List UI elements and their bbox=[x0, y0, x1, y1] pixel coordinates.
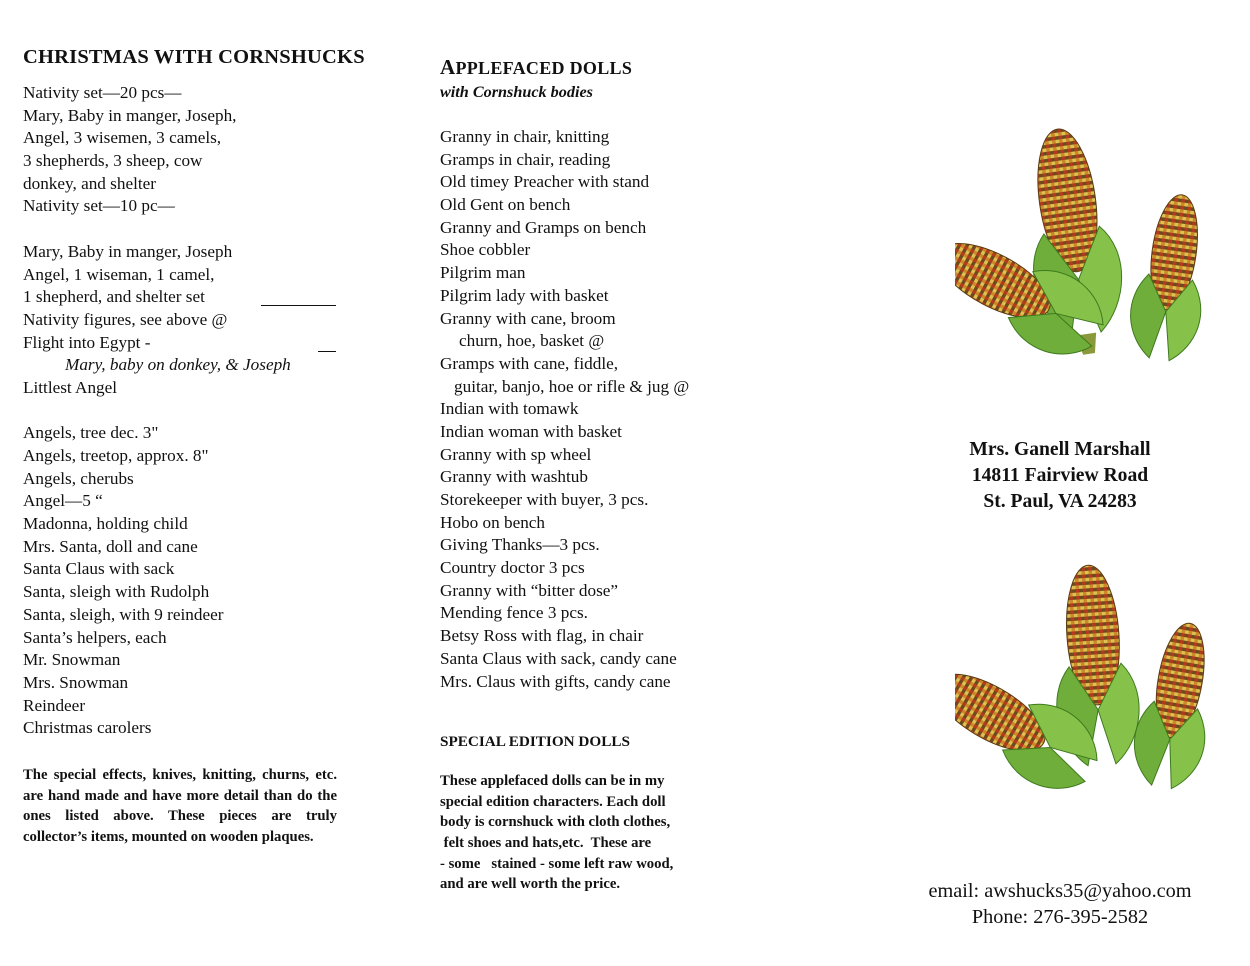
list-item: Mrs. Snowman bbox=[23, 672, 129, 692]
list-item: Reindeer bbox=[23, 695, 86, 715]
list-item: Angel, 1 wiseman, 1 camel, bbox=[23, 264, 215, 284]
price-blank-line bbox=[261, 283, 336, 306]
list-item: Angel—5 “ bbox=[23, 491, 103, 511]
list-item: Angels, tree dec. 3" bbox=[23, 423, 159, 443]
special-edition-title: SPECIAL EDITION DOLLS bbox=[440, 733, 630, 751]
list-item: Santa, sleigh, with 9 reindeer bbox=[23, 604, 224, 624]
street-address: 14811 Fairview Road bbox=[971, 465, 1149, 486]
list-item: Mrs. Santa, doll and cane bbox=[23, 536, 198, 556]
list-item: Mary, Baby in manger, Joseph bbox=[23, 241, 233, 261]
christmas-title: CHRISTMAS WITH CORNSHUCKS bbox=[23, 46, 365, 68]
text-line: body is cornshuck with cloth clothes, bbox=[440, 814, 671, 831]
list-item: Granny with cane, broom bbox=[440, 308, 616, 328]
list-item-with-rule bbox=[23, 332, 353, 355]
list-item: Granny and Gramps on bench bbox=[440, 217, 647, 237]
list-item: Pilgrim man bbox=[440, 263, 526, 283]
list-item: Nativity set—20 pcs— bbox=[23, 83, 182, 102]
mailing-address bbox=[900, 437, 1220, 515]
text-line: - some stained - some left raw wood, bbox=[440, 855, 674, 872]
list-item: Country doctor 3 pcs bbox=[440, 558, 585, 578]
list-item: Old Gent on bench bbox=[440, 195, 571, 215]
list-item: Indian woman with basket bbox=[440, 421, 622, 441]
collector-note: The special effects, knives, knitting, churns, etc. are hand made and have more detail than do the ones listed above. These pieces are truly collector’s items, mounted on wooden plaques. bbox=[23, 766, 337, 845]
list-item: Angel, 3 wisemen, 3 camels, bbox=[23, 128, 222, 148]
list-item: Granny in chair, knitting bbox=[440, 127, 610, 146]
angels-santa-list bbox=[23, 422, 353, 740]
list-item: Mr. Snowman bbox=[23, 650, 121, 670]
list-item: Hobo on bench bbox=[440, 512, 546, 532]
list-item: Littlest Angel bbox=[23, 377, 118, 397]
flight-subtitle: Mary, baby on donkey, & Joseph bbox=[65, 355, 291, 375]
nativity-list-b bbox=[23, 241, 353, 400]
price-blank-line bbox=[318, 329, 336, 352]
list-item: Flight into Egypt - bbox=[23, 332, 151, 352]
list-item: churn, hoe, basket @ bbox=[459, 331, 605, 351]
list-item: Christmas carolers bbox=[23, 718, 152, 738]
list-item: Santa, sleigh with Rudolph bbox=[23, 582, 210, 602]
list-item: 3 shepherds, 3 sheep, cow bbox=[23, 151, 203, 171]
list-item: Santa Claus with sack, candy cane bbox=[440, 648, 677, 668]
special-edition-text bbox=[440, 771, 730, 895]
list-item: Santa Claus with sack bbox=[23, 559, 175, 579]
list-item: Mary, Baby in manger, Joseph, bbox=[23, 105, 237, 125]
list-item: Betsy Ross with flag, in chair bbox=[440, 626, 644, 646]
list-item: Madonna, holding child bbox=[23, 514, 188, 534]
list-item: donkey, and shelter bbox=[23, 173, 157, 193]
contact-info bbox=[895, 878, 1225, 930]
list-item: Angels, treetop, approx. 8" bbox=[23, 446, 209, 465]
list-item: Old timey Preacher with stand bbox=[440, 172, 650, 192]
text-line: felt shoes and hats,etc. These are bbox=[440, 834, 652, 851]
title-cap: A bbox=[440, 55, 456, 79]
phone-text: Phone: 276-395-2582 bbox=[971, 906, 1149, 928]
indian-corn-icon bbox=[955, 122, 1225, 372]
list-item: Granny with washtub bbox=[440, 467, 588, 487]
indian-corn-icon bbox=[955, 560, 1225, 810]
list-item: guitar, banjo, hoe or rifle & jug @ bbox=[454, 376, 690, 396]
list-item: Granny with “bitter dose” bbox=[440, 580, 619, 600]
title-rest: PPLEFACED DOLLS bbox=[455, 58, 633, 78]
list-item: Santa’s helpers, each bbox=[23, 627, 167, 647]
applefaced-subtitle: with Cornshuck bodies bbox=[440, 83, 593, 101]
list-item: Mending fence 3 pcs. bbox=[440, 603, 588, 623]
text-line: and are well worth the price. bbox=[440, 876, 621, 893]
applefaced-list bbox=[440, 126, 740, 693]
text-line: These applefaced dolls can be in my bbox=[440, 773, 665, 790]
list-item: Pilgrim lady with basket bbox=[440, 285, 609, 305]
list-item: Giving Thanks—3 pcs. bbox=[440, 535, 600, 555]
list-item: Shoe cobbler bbox=[440, 240, 531, 260]
list-item: Angels, cherubs bbox=[23, 468, 134, 488]
list-item: 1 shepherd, and shelter set bbox=[23, 287, 205, 307]
list-item: Gramps with cane, fiddle, bbox=[440, 353, 619, 373]
list-item: Mrs. Claus with gifts, candy cane bbox=[440, 671, 671, 691]
list-item: Granny with sp wheel bbox=[440, 444, 592, 464]
list-item: Storekeeper with buyer, 3 pcs. bbox=[440, 490, 649, 509]
contact-name: Mrs. Ganell Marshall bbox=[969, 439, 1151, 460]
list-item: Nativity figures, see above @ bbox=[23, 309, 228, 329]
list-item-with-rule bbox=[23, 286, 353, 309]
email-text: email: awshucks35@yahoo.com bbox=[928, 880, 1192, 902]
list-item: Gramps in chair, reading bbox=[440, 149, 611, 169]
city-state-zip: St. Paul, VA 24283 bbox=[983, 491, 1137, 512]
middle-column bbox=[440, 55, 740, 895]
list-item: Indian with tomawk bbox=[440, 399, 579, 419]
list-item: Nativity set—10 pc— bbox=[23, 196, 175, 216]
applefaced-title bbox=[440, 55, 740, 80]
left-column bbox=[23, 46, 365, 847]
text-line: special edition characters. Each doll bbox=[440, 793, 666, 810]
nativity-list-a bbox=[23, 82, 353, 218]
